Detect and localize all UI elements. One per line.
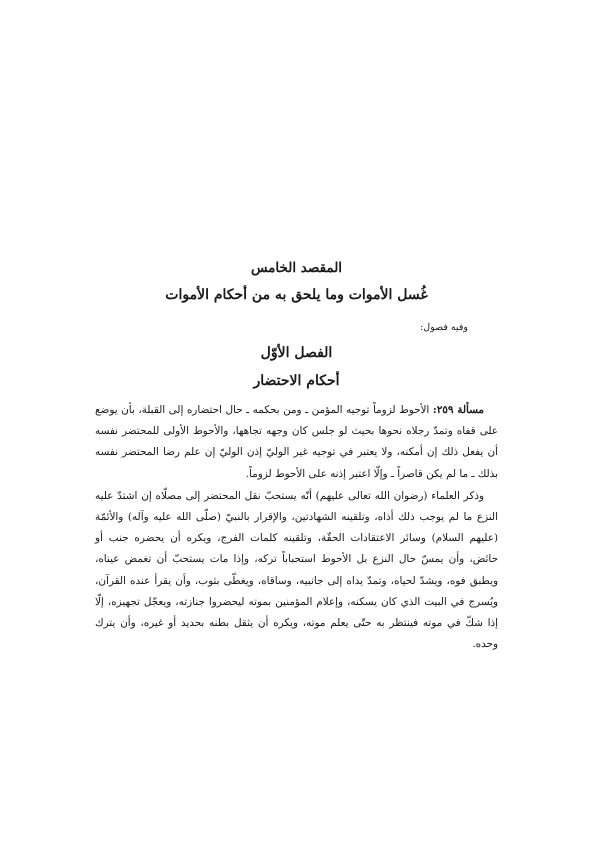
section-heading: المقصد الخامس xyxy=(250,260,343,276)
section-title: غُسل الأموات وما يلحق به من أحكام الأموات xyxy=(165,287,428,303)
paragraph-1-text: الأحوط لزوماً توجيه المؤمن ـ ومن بحكمه ـ حال احتضاره إلى القبلة، بأن يوضع على قفاه وتمدّ رجلاه نحوها بحيث لو جلس كان وجهه تجاهها، والأحوط الأولى للمحتضر نفسه أن يفعل ذلك إن أمكنه، ولا يعتبر في توجيه غير الوليّ إذن الوليّ إن علم رضا المحتضر نفسه بذلك ـ ما لم يكن قاصراً ـ وإلّا اعتبر إذنه على الأحوط لزوماً. xyxy=(95,404,498,480)
issue-label: مسألة ٢٥٩: xyxy=(432,404,484,416)
chapter-title: الفصل الأوّل xyxy=(260,345,333,361)
paragraph-issue-259 xyxy=(95,400,498,485)
intro-text: وفيه فصول: xyxy=(420,322,468,333)
paragraph-2: وذكر العلماء (رضوان الله تعالى عليهم) أنّه يستحبّ نقل المحتضر إلى مصلّاه إن اشتدّ عليه النزع ما لم يوجب ذلك أذاه، وتلقينه الشهادتين، والإقرار بالنبيّ (صلّى الله عليه وآله) والأئمّة (عليهم السلام) وسائر الاعتقادات الحقّة، وتلقينه كلمات الفرج، ويكره أن يحضره جنب أو حائض، وأن يمسّ حال النزع بل الأحوط استحباباً تركه، وإذا مات يستحبّ أن تغمض عيناه، ويطبق فوه، ويشدّ لحياه، وتمدّ يداه إلى جانبيه، وساقاه، ويغطّى بثوب، وأن يقرأ عنده القرآن، ويُسرج في البيت الذي كان يسكنه، وإعلام المؤمنين بموته ليحضروا جنازته، ويعجّل تجهيزه، إلّا إذا شكّ في موته فينتظر به حتّى يعلم موته، ويكره أن يثقل بطنه بحديد أو غيره، وأن يترك وحده. xyxy=(95,489,498,651)
chapter-subtitle: أحكام الاحتضار xyxy=(253,373,340,389)
